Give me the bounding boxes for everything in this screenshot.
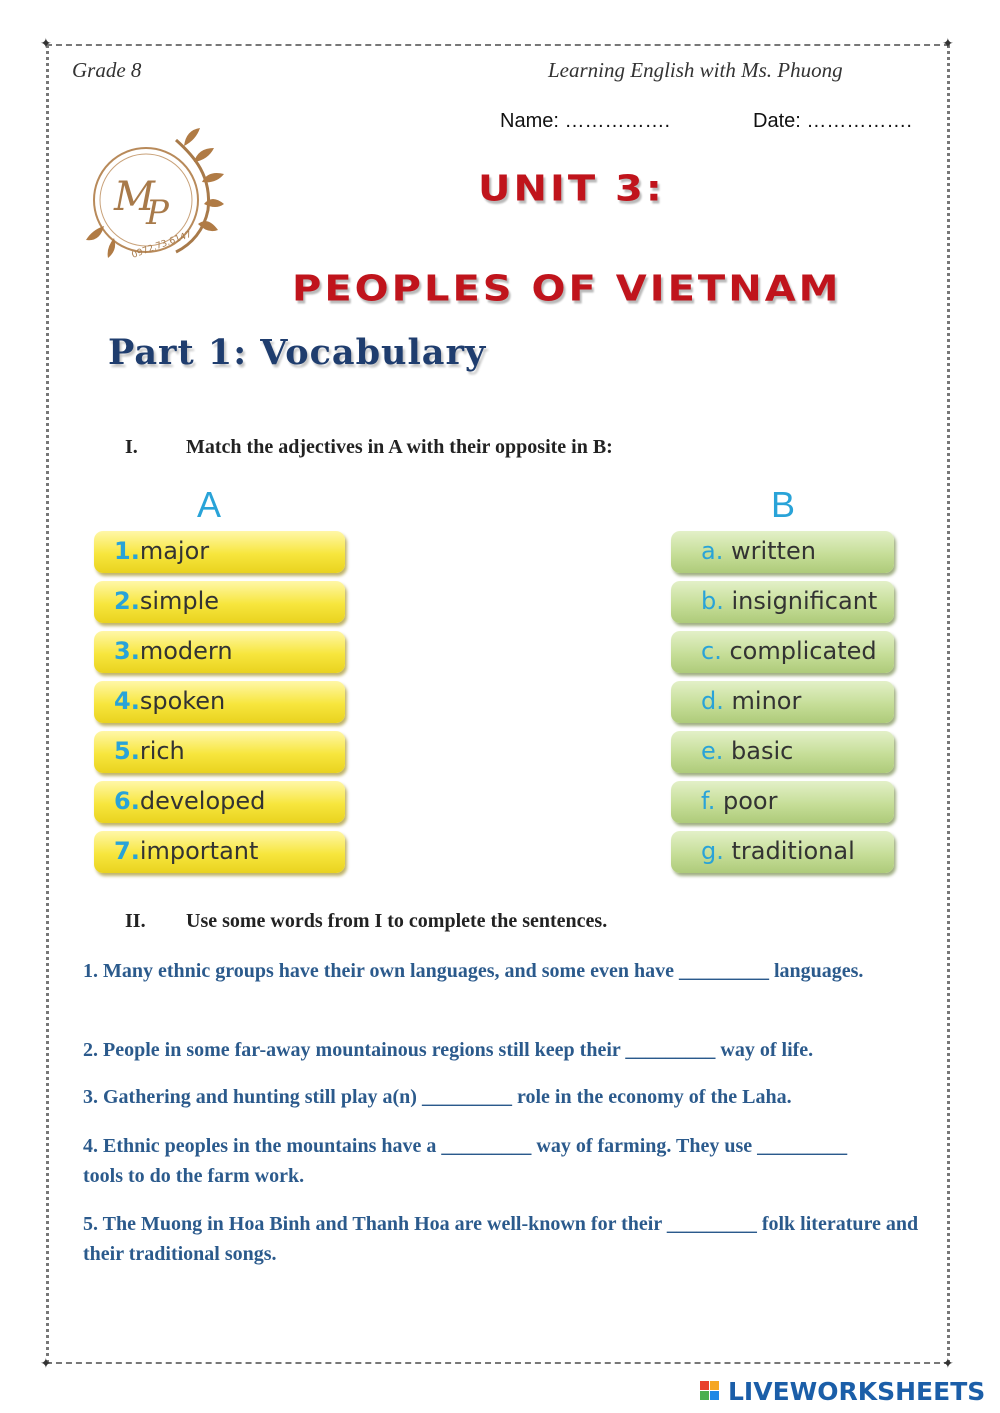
item-word: basic bbox=[731, 737, 794, 765]
logo-square-icon bbox=[710, 1391, 719, 1400]
exercise1-text: Match the adjectives in A with their opposite in B: bbox=[186, 436, 613, 458]
item-number: 7. bbox=[114, 837, 140, 865]
exercise1-number: I. bbox=[125, 436, 138, 458]
corner-ornament-icon: ✦ bbox=[942, 1356, 954, 1372]
item-number: 3. bbox=[114, 637, 140, 665]
item-word: traditional bbox=[731, 837, 855, 865]
exercise2-text: Use some words from I to complete the sentences. bbox=[186, 910, 608, 932]
match-item-a bbox=[94, 831, 345, 873]
item-letter: g. bbox=[701, 837, 724, 865]
grade-label: Grade 8 bbox=[72, 58, 142, 82]
item-letter: d. bbox=[701, 687, 724, 715]
item-letter: f. bbox=[701, 787, 716, 815]
item-word: spoken bbox=[139, 687, 226, 715]
item-word: important bbox=[139, 837, 259, 865]
exercise2-number: II. bbox=[125, 910, 146, 932]
logo-square-icon bbox=[710, 1381, 719, 1390]
item-word: insignificant bbox=[731, 587, 878, 615]
svg-text:P: P bbox=[146, 193, 169, 233]
sentence-1: 1. Many ethnic groups have their own languages, and some even have _________ languages. bbox=[83, 960, 864, 982]
teacher-label: Learning English with Ms. Phuong bbox=[548, 58, 843, 82]
column-a-heading: A bbox=[197, 484, 222, 525]
match-item-a bbox=[94, 631, 345, 673]
match-item-b bbox=[671, 681, 894, 723]
item-word: simple bbox=[139, 587, 220, 615]
date-field: Date: ……………. bbox=[753, 110, 912, 132]
item-letter: a. bbox=[701, 537, 724, 565]
item-number: 4. bbox=[114, 687, 140, 715]
teacher-logo bbox=[84, 126, 226, 262]
match-item-b bbox=[671, 731, 894, 773]
svg-text:M: M bbox=[114, 174, 155, 220]
item-word: minor bbox=[731, 687, 802, 715]
match-item-a bbox=[94, 531, 345, 573]
match-item-a bbox=[94, 681, 345, 723]
sentence-4: 4. Ethnic peoples in the mountains have a _________ way of farming. They use _________ tools to do the farm work. bbox=[83, 1135, 848, 1187]
match-item-b bbox=[671, 581, 894, 623]
item-letter: e. bbox=[701, 737, 724, 765]
item-number: 6. bbox=[114, 787, 140, 815]
match-item-a bbox=[94, 781, 345, 823]
item-word: developed bbox=[139, 787, 266, 815]
item-word: major bbox=[139, 537, 210, 565]
unit-title: UNIT 3: bbox=[478, 168, 665, 210]
unit-subtitle: PEOPLES OF VIETNAM bbox=[292, 268, 842, 310]
logo-square-icon bbox=[700, 1381, 709, 1390]
item-number: 1. bbox=[114, 537, 140, 565]
corner-ornament-icon: ✦ bbox=[40, 36, 52, 52]
item-word: poor bbox=[722, 787, 778, 815]
item-number: 5. bbox=[114, 737, 140, 765]
sentence-3: 3. Gathering and hunting still play a(n) _________ role in the economy of the Laha. bbox=[83, 1086, 792, 1108]
item-letter: c. bbox=[701, 637, 722, 665]
item-word: written bbox=[730, 537, 816, 565]
corner-ornament-icon: ✦ bbox=[942, 36, 954, 52]
match-item-b bbox=[671, 631, 894, 673]
item-number: 2. bbox=[114, 587, 140, 615]
logo-square-icon bbox=[700, 1391, 709, 1400]
sentence-5: 5. The Muong in Hoa Binh and Thanh Hoa are well-known for their _________ folk literature and their traditional songs. bbox=[83, 1213, 919, 1265]
corner-ornament-icon: ✦ bbox=[40, 1356, 52, 1372]
column-b-heading: B bbox=[771, 484, 796, 525]
logo-phone: 0972.73.6147 bbox=[130, 229, 194, 261]
brand-name: LIVEWORKSHEETS bbox=[728, 1377, 986, 1406]
match-item-a bbox=[94, 731, 345, 773]
match-item-b bbox=[671, 831, 894, 873]
match-item-b bbox=[671, 531, 894, 573]
match-item-a bbox=[94, 581, 345, 623]
sentence-2: 2. People in some far-away mountainous regions still keep their _________ way of life. bbox=[83, 1039, 814, 1061]
name-field: Name: ……………. bbox=[500, 110, 671, 132]
item-word: modern bbox=[139, 637, 233, 665]
item-letter: b. bbox=[701, 587, 724, 615]
match-item-b bbox=[671, 781, 894, 823]
part-heading: Part 1: Vocabulary bbox=[108, 332, 487, 373]
item-word: complicated bbox=[729, 637, 877, 665]
item-word: rich bbox=[139, 737, 185, 765]
